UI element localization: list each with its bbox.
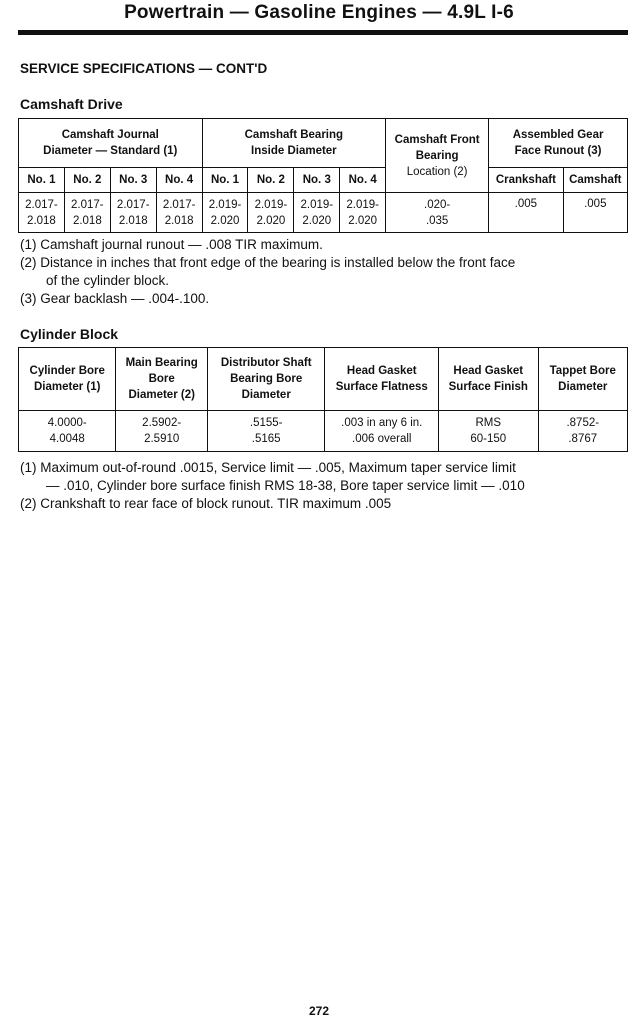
front-bearing-header: Camshaft Front Bearing Location (2) (386, 119, 489, 193)
camshaft-header: Camshaft (563, 168, 627, 193)
bearing-no3-value: 2.019- 2.020 (294, 193, 340, 233)
camshaft-note-3: (3) Gear backlash — .004-.100. (20, 291, 210, 306)
main-bearing-header: Main Bearing Bore Diameter (2) (116, 348, 207, 411)
tappet-bore-value: .8752- .8767 (538, 411, 627, 452)
bearing-no3-header: No. 3 (294, 168, 340, 193)
journal-no4-header: No. 4 (156, 168, 202, 193)
cylinder-block-heading: Cylinder Block (20, 326, 119, 342)
cylinder-header-row (19, 348, 628, 411)
gasket-flatness-header: Head Gasket Surface Flatness (325, 348, 439, 411)
camshaft-group-header-row (19, 119, 628, 168)
journal-no2-value: 2.017- 2.018 (64, 193, 110, 233)
tappet-bore-header: Tappet Bore Diameter (538, 348, 627, 411)
gasket-flatness-value: .003 in any 6 in. .006 overall (325, 411, 439, 452)
bearing-no2-value: 2.019- 2.020 (248, 193, 294, 233)
bearing-no4-header: No. 4 (340, 168, 386, 193)
distributor-shaft-header: Distributor Shaft Bearing Bore Diameter (207, 348, 325, 411)
camshaft-value-row (19, 193, 628, 233)
section-title: SERVICE SPECIFICATIONS — CONT'D (20, 61, 268, 76)
bearing-no2-header: No. 2 (248, 168, 294, 193)
journal-group-header: Camshaft Journal Diameter — Standard (1) (19, 119, 203, 168)
gasket-finish-value: RMS 60-150 (439, 411, 538, 452)
gasket-finish-header: Head Gasket Surface Finish (439, 348, 538, 411)
camshaft-drive-table (18, 118, 628, 233)
main-bearing-value: 2.5902- 2.5910 (116, 411, 207, 452)
cylinder-value-row (19, 411, 628, 452)
crankshaft-header: Crankshaft (489, 168, 563, 193)
front-bearing-value: .020- .035 (386, 193, 489, 233)
bearing-no1-value: 2.019- 2.020 (202, 193, 248, 233)
camshaft-notes (20, 236, 632, 308)
journal-no4-value: 2.017- 2.018 (156, 193, 202, 233)
cylinder-bore-value: 4.0000- 4.0048 (19, 411, 116, 452)
cylinder-notes (20, 459, 632, 513)
camshaft-note-2: (2) Distance in inches that front edge of the bearing is installed below the front face of the cylinder block. (20, 255, 516, 288)
cylinder-bore-header: Cylinder Bore Diameter (1) (19, 348, 116, 411)
camshaft-note-1: (1) Camshaft journal runout — .008 TIR maximum. (20, 237, 323, 252)
journal-no1-value: 2.017- 2.018 (19, 193, 65, 233)
cylinder-note-2: (2) Crankshaft to rear face of block runout. TIR maximum .005 (20, 496, 392, 511)
cylinder-note-1: (1) Maximum out-of-round .0015, Service limit — .005, Maximum taper service limit — .010, Cylinder bore surface finish RMS 18-38, Bore taper service limit — .010 (20, 460, 525, 493)
camshaft-subheader-row (19, 168, 628, 193)
cylinder-block-table (18, 347, 628, 452)
camshaft-runout-value: .005 (563, 193, 627, 233)
page-title: Powertrain — Gasoline Engines — 4.9L I-6 (124, 2, 514, 23)
title-rule (18, 30, 628, 35)
distributor-shaft-value: .5155- .5165 (207, 411, 325, 452)
journal-no3-value: 2.017- 2.018 (110, 193, 156, 233)
journal-no2-header: No. 2 (64, 168, 110, 193)
gear-runout-group-header: Assembled Gear Face Runout (3) (489, 119, 628, 168)
crankshaft-runout-value: .005 (489, 193, 563, 233)
bearing-no1-header: No. 1 (202, 168, 248, 193)
page-number: 272 (308, 1004, 330, 1018)
journal-no3-header: No. 3 (110, 168, 156, 193)
camshaft-drive-heading: Camshaft Drive (20, 96, 123, 112)
bearing-group-header: Camshaft Bearing Inside Diameter (202, 119, 386, 168)
journal-no1-header: No. 1 (19, 168, 65, 193)
bearing-no4-value: 2.019- 2.020 (340, 193, 386, 233)
